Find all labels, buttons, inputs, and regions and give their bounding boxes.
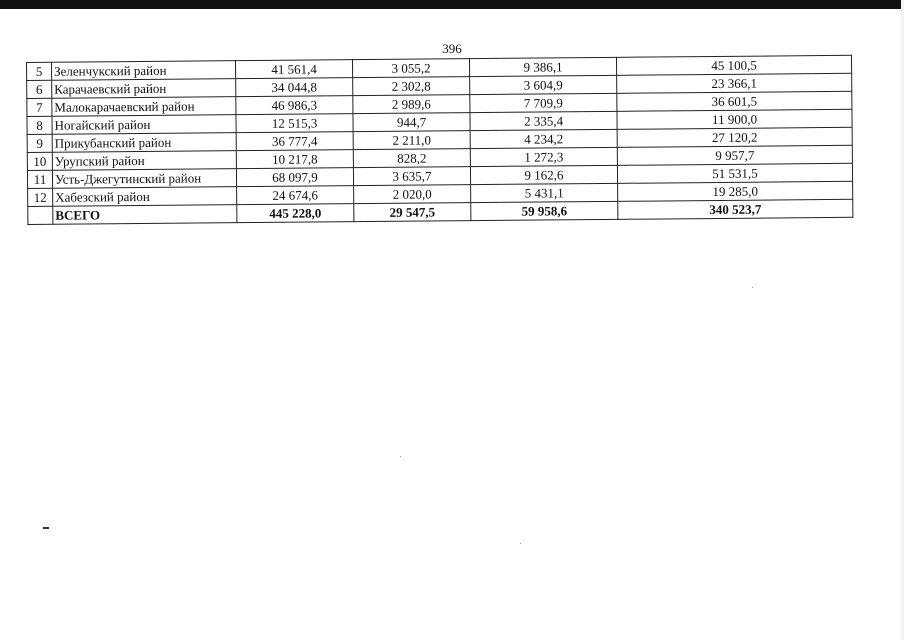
scan-speck — [752, 287, 753, 288]
value-cell-1: 34 044,8 — [236, 78, 353, 97]
value-cell-2: 944,7 — [353, 113, 470, 132]
value-cell-2: 3 055,2 — [352, 59, 469, 78]
row-number-cell: 6 — [27, 80, 52, 98]
value-cell-3: 9 386,1 — [469, 57, 616, 76]
district-name-cell: Хабезский район — [53, 187, 237, 207]
district-name-cell: Усть-Джегутинский район — [52, 169, 236, 189]
row-number-cell: 9 — [27, 134, 52, 152]
scan-speck — [520, 543, 521, 544]
stray-mark — [43, 527, 49, 529]
value-cell-4: 27 120,2 — [617, 127, 852, 147]
value-cell-1: 12 515,3 — [236, 114, 353, 133]
district-name-cell: Ногайский район — [52, 115, 236, 135]
row-number-cell: 12 — [28, 188, 53, 206]
value-cell-4: 36 601,5 — [617, 91, 852, 111]
value-cell-4: 23 366,1 — [617, 73, 852, 93]
row-number-cell: 7 — [27, 98, 52, 116]
district-name-cell: Урупский район — [52, 151, 236, 171]
district-name-cell: ВСЕГО — [53, 205, 237, 225]
row-number-cell — [28, 206, 53, 224]
value-cell-1: 24 674,6 — [237, 186, 354, 205]
district-name-cell: Малокарачаевский район — [52, 97, 236, 117]
row-number-cell: 10 — [27, 152, 52, 170]
row-number-cell: 11 — [27, 170, 52, 188]
value-cell-1: 445 228,0 — [237, 204, 354, 223]
value-cell-1: 41 561,4 — [235, 60, 352, 79]
value-cell-4: 51 531,5 — [617, 163, 852, 183]
district-name-cell: Карачаевский район — [52, 79, 236, 99]
value-cell-2: 2 211,0 — [353, 131, 470, 150]
row-number-cell: 5 — [27, 62, 52, 80]
scan-speck — [400, 456, 401, 457]
value-cell-3: 5 431,1 — [471, 183, 618, 202]
value-cell-2: 29 547,5 — [354, 203, 471, 222]
district-name-cell: Зеленчукский район — [52, 61, 236, 81]
table-body — [27, 55, 853, 224]
value-cell-3: 7 709,9 — [470, 93, 617, 112]
value-cell-2: 2 989,6 — [353, 95, 470, 114]
value-cell-3: 2 335,4 — [470, 111, 617, 130]
value-cell-4: 45 100,5 — [616, 55, 851, 75]
value-cell-1: 36 777,4 — [236, 132, 353, 151]
value-cell-4: 340 523,7 — [618, 199, 853, 219]
value-cell-2: 828,2 — [353, 149, 470, 168]
value-cell-3: 9 162,6 — [470, 165, 617, 184]
value-cell-3: 59 958,6 — [471, 201, 618, 220]
value-cell-2: 3 635,7 — [353, 167, 470, 186]
district-table — [26, 55, 853, 225]
value-cell-2: 2 020,0 — [354, 185, 471, 204]
value-cell-1: 10 217,8 — [236, 150, 353, 169]
scan-top-border — [0, 0, 904, 9]
page-number: 396 — [442, 41, 462, 56]
row-number-cell: 8 — [27, 116, 52, 134]
district-name-cell: Прикубанский район — [52, 133, 236, 153]
district-table-container — [26, 55, 852, 225]
value-cell-3: 4 234,2 — [470, 129, 617, 148]
value-cell-1: 46 986,3 — [236, 96, 353, 115]
value-cell-4: 9 957,7 — [617, 145, 852, 165]
value-cell-3: 1 272,3 — [470, 147, 617, 166]
value-cell-4: 11 900,0 — [617, 109, 852, 129]
value-cell-3: 3 604,9 — [470, 75, 617, 94]
value-cell-1: 68 097,9 — [236, 168, 353, 187]
value-cell-4: 19 285,0 — [618, 181, 853, 201]
value-cell-2: 2 302,8 — [353, 77, 470, 96]
